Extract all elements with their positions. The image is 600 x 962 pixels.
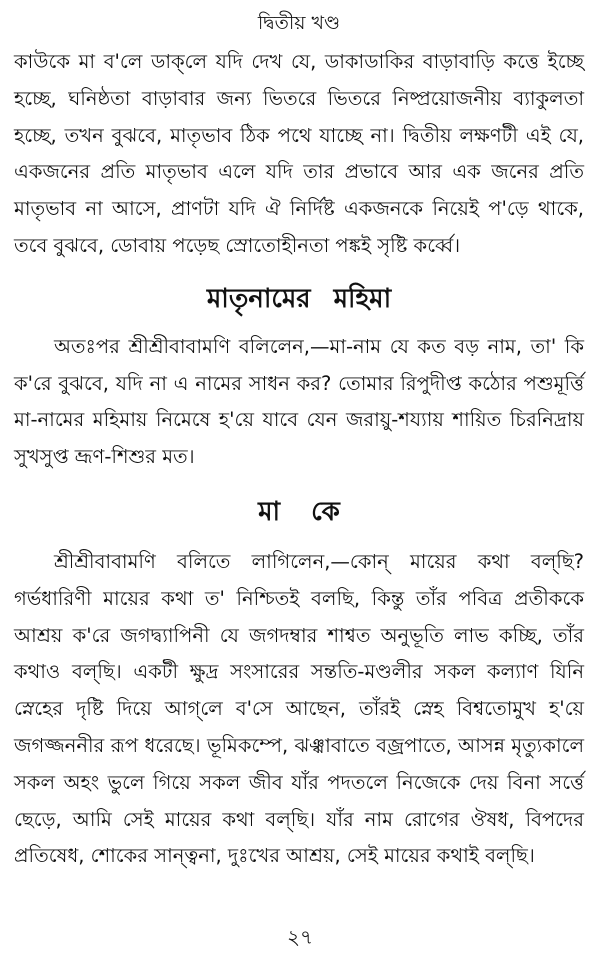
section-title-matrinamer-mahima: মাতৃনামের মহিমা — [206, 283, 392, 314]
running-header: দ্বিতীয় খণ্ড — [257, 12, 341, 34]
paragraph-1: কাউকে মা ব'লে ডাক্‌লে যদি দেখ যে, ডাকাডাকির বাড়াবাড়ি কত্তে ইচ্ছে হচ্ছে, ঘনিষ্ঠতা বাড়াবার জন্য ভিতরে ভিতরে নিষ্প্রয়োজনীয় ব্যাকুলতা হচ্ছে, তখন বুঝবে, মাতৃভাব ঠিক পথে যাচ্ছে না। দ্বিতীয় লক্ষণটী এই যে, একজনের প্রতি মাতৃভাব এলে যদি তার প্রভাবে আর এক জনের প্রতি মাতৃভাব না আসে, প্রাণটা যদি ঐ নির্দিষ্ট একজনকে নিয়েই প'ড়ে থাকে, তবে বুঝবে, ডোবায় পড়েছ স্রোতোহীনতা পঙ্কই সৃষ্টি কর্ব্বে। — [14, 50, 584, 257]
page-number: ২৭ — [286, 925, 313, 949]
paragraph-2: অতঃপর শ্রীশ্রীবাবামণি বলিলেন,—মা-নাম যে কত বড় নাম, তা' কি ক'রে বুঝবে, যদি না এ নামের সাধন কর? তোমার রিপুদীপ্ত কঠোর পশুমূর্ত্তি মা-নামের মহিমায় নিমেষে হ'য়ে যাবে যেন জরায়ু-শয্যায় শায়িত চিরনিদ্রায় সুখসুপ্ত ভ্রূণ-শিশুর মত। — [14, 334, 584, 469]
paragraph-3: শ্রীশ্রীবাবামণি বলিতে লাগিলেন,—কোন্‌ মায়ের কথা বল্‌ছি? গর্ভধারিণী মায়ের কথা ত' নিশ্চিতই বলছি, কিন্তু তাঁর পবিত্র প্রতীককে আশ্রয় ক'রে জগদ্ব্যাপিনী যে জগদম্বার শাশ্বত অনুভূতি লাভ কচ্ছি, তাঁর কথাও বল্‌ছি। একটী ক্ষুদ্র সংসারের সন্ততি-মণ্ডলীর সকল কল্যাণ যিনি স্নেহের দৃষ্টি দিয়ে আগ্‌লে ব'সে আছেন, তাঁরই স্নেহ বিশ্বতোমুখ হ'য়ে জগজ্জননীর রূপ ধরেছে। ভূমিকম্পে, ঝঞ্ঝাবাতে বজ্রপাতে, আসন্ন মৃত্যুকালে সকল অহং ভুলে গিয়ে সকল জীব যাঁর পদতলে নিজেকে দেয় বিনা সর্ত্তে ছেড়ে, আমি সেই মায়ের কথা বল্‌ছি। যাঁর নাম রোগের ঔষধ, বিপদের প্রতিষেধ, শোকের সান্ত্বনা, দুঃখের আশ্রয়, সেই মায়ের কথাই বল্‌ছি। — [14, 549, 584, 868]
section-title-ma-ke: মা কে — [258, 496, 340, 527]
